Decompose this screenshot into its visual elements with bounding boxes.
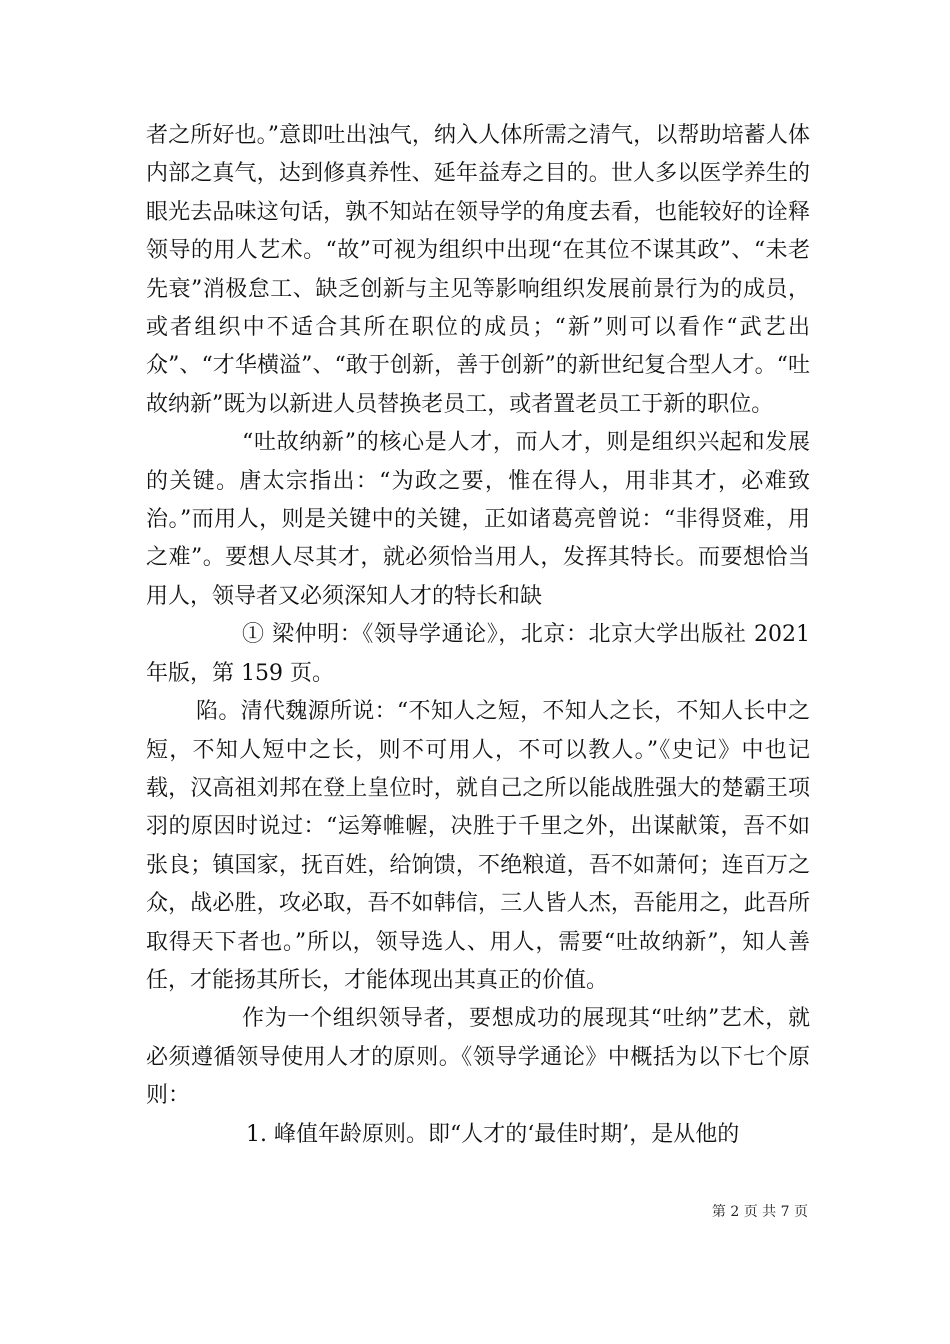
paragraph-leadership-principles: 作为一个组织领导者，要想成功的展现其“吐纳”艺术，就必须遵循领导使用人才的原则。《领导学通论》中概括为以下七个原则： — [146, 1006, 810, 1109]
document-body — [146, 117, 810, 1154]
list-item-peak-age-principle: 1. 峰值年龄原则。即“人才的‘最佳时期’，是从他的 — [246, 1121, 740, 1147]
footnote-citation: ① 梁仲明：《领导学通论》，北京：北京大学出版社 2021 年版，第 159 页。 — [146, 622, 810, 686]
paragraph-tuguna-explanation: 者之所好也。”意即吐出浊气，纳入人体所需之清气，以帮助培蓄人体内部之真气，达到修真养性、延年益寿之目的。世人多以医学养生的眼光去品味这句话，孰不知站在领导学的角度去看，也能较好的诠释领导的用人艺术。“故”可视为组织中出现“在其位不谋其政”、“未老先衰”消极怠工、缺乏创新与主见等影响组织发展前景行为的成员，或者组织中不适合其所在职位的成员；“新”则可以看作“武艺出众”、“才华横溢”、“敢于创新，善于创新”的新世纪复合型人才。“吐故纳新”既为以新进人员替换老员工，或者置老员工于新的职位。 — [146, 123, 810, 417]
paragraph-talent-core: “吐故纳新”的核心是人才，而人才，则是组织兴起和发展的关键。唐太宗指出：“为政之要，惟在得人，用非其才，必难致治。”而用人，则是关键中的关键，正如诸葛亮曾说：“非得贤难，用之难”。要想人尽其才，就必须恰当用人，发挥其特长。而要想恰当用人，领导者又必须深知人才的特长和缺 — [146, 430, 810, 609]
paragraph-weiyuan-quote: 陷。清代魏源所说：“不知人之短，不知人之长，不知人长中之短，不知人短中之长，则不可用人，不可以教人。”《史记》中也记载，汉高祖刘邦在登上皇位时，就自己之所以能战胜强大的楚霸王项羽的原因时说过：“运筹帷幄，决胜于千里之外，出谋献策，吾不如张良；镇国家，抚百姓，给饷馈，不绝粮道，吾不如萧何；连百万之众，战必胜，攻必取，吾不如韩信，三人皆人杰，吾能用之，此吾所取得天下者也。”所以，领导选人、用人，需要“吐故纳新”，知人善任，才能扬其所长，才能体现出其真正的价值。 — [146, 699, 810, 993]
page-number-footer: 第 2 页 共 7 页 — [711, 1204, 808, 1220]
